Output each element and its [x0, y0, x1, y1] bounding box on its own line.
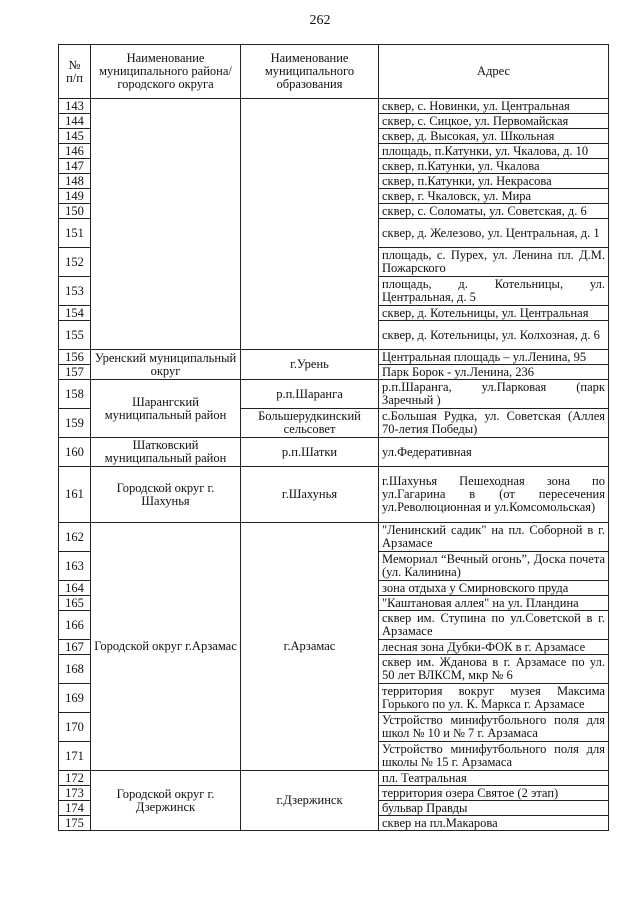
row-number: 155 — [59, 321, 91, 350]
address-cell: "Ленинский садик" на пл. Соборной в г. Арзамасе — [379, 523, 609, 552]
district-cell: Городской округ г. Шахунья — [91, 467, 241, 523]
address-cell: Устройство минифутбольного поля для школ № 10 и № 7 г. Арзамаса — [379, 713, 609, 742]
row-number: 175 — [59, 816, 91, 831]
address-cell: с.Большая Рудка, ул. Советская (Аллея 70-летия Победы) — [379, 409, 609, 438]
table-row — [59, 467, 609, 523]
address-cell: площадь, с. Пурех, ул. Ленина пл. Д.М. Пожарского — [379, 248, 609, 277]
address-cell: сквер, с. Соломаты, ул. Советская, д. 6 — [379, 204, 609, 219]
municipality-cell: г.Дзержинск — [241, 771, 379, 831]
district-cell: Шатковский муниципальный район — [91, 438, 241, 467]
municipality-cell — [241, 99, 379, 350]
row-number: 152 — [59, 248, 91, 277]
row-number: 153 — [59, 277, 91, 306]
address-cell: Мемориал “Вечный огонь”, Доска почета (ул. Калинина) — [379, 552, 609, 581]
municipality-cell: г.Арзамас — [241, 523, 379, 771]
row-number: 164 — [59, 581, 91, 596]
municipality-cell: р.п.Шаранга — [241, 380, 379, 409]
address-cell: Устройство минифутбольного поля для школы № 15 г. Арзамаса — [379, 742, 609, 771]
row-number: 148 — [59, 174, 91, 189]
address-cell: сквер, д. Котельницы, ул. Центральная — [379, 306, 609, 321]
table-row — [59, 523, 609, 552]
district-cell — [91, 99, 241, 350]
address-cell: Центральная площадь – ул.Ленина, 95 — [379, 350, 609, 365]
table-header-row — [59, 45, 609, 99]
address-cell: Парк Борок - ул.Ленина, 236 — [379, 365, 609, 380]
table-row — [59, 99, 609, 114]
row-number: 161 — [59, 467, 91, 523]
address-cell: сквер, г. Чкаловск, ул. Мира — [379, 189, 609, 204]
row-number: 170 — [59, 713, 91, 742]
row-number: 168 — [59, 655, 91, 684]
header-num: № п/п — [59, 45, 91, 99]
row-number: 143 — [59, 99, 91, 114]
address-cell: сквер на пл.Макарова — [379, 816, 609, 831]
address-cell: площадь, п.Катунки, ул. Чкалова, д. 10 — [379, 144, 609, 159]
district-cell: Городской округ г.Арзамас — [91, 523, 241, 771]
row-number: 147 — [59, 159, 91, 174]
row-number: 173 — [59, 786, 91, 801]
row-number: 156 — [59, 350, 91, 365]
row-number: 162 — [59, 523, 91, 552]
row-number: 167 — [59, 640, 91, 655]
row-number: 151 — [59, 219, 91, 248]
table-row — [59, 350, 609, 365]
table-row — [59, 380, 609, 409]
address-cell: бульвар Правды — [379, 801, 609, 816]
district-cell: Городской округ г. Дзержинск — [91, 771, 241, 831]
address-cell: пл. Театральная — [379, 771, 609, 786]
objects-table — [58, 44, 609, 831]
address-cell: сквер, с. Сицкое, ул. Первомайская — [379, 114, 609, 129]
address-cell: сквер, с. Новинки, ул. Центральная — [379, 99, 609, 114]
row-number: 166 — [59, 611, 91, 640]
address-cell: ул.Федеративная — [379, 438, 609, 467]
municipality-cell: р.п.Шатки — [241, 438, 379, 467]
municipality-cell: г.Урень — [241, 350, 379, 380]
address-cell: р.п.Шаранга, ул.Парковая (парк Заречный ) — [379, 380, 609, 409]
row-number: 169 — [59, 684, 91, 713]
address-cell: сквер, п.Катунки, ул. Чкалова — [379, 159, 609, 174]
address-cell: сквер, д. Высокая, ул. Школьная — [379, 129, 609, 144]
page-number: 262 — [309, 13, 331, 28]
row-number: 163 — [59, 552, 91, 581]
municipality-cell: г.Шахунья — [241, 467, 379, 523]
row-number: 174 — [59, 801, 91, 816]
row-number: 171 — [59, 742, 91, 771]
row-number: 149 — [59, 189, 91, 204]
row-number: 157 — [59, 365, 91, 380]
row-number: 146 — [59, 144, 91, 159]
address-cell: сквер им. Жданова в г. Арзамасе по ул. 50 лет ВЛКСМ, мкр № 6 — [379, 655, 609, 684]
row-number: 160 — [59, 438, 91, 467]
address-cell: территория озера Святое (2 этап) — [379, 786, 609, 801]
row-number: 150 — [59, 204, 91, 219]
address-cell: сквер, д. Железово, ул. Центральная, д. 1 — [379, 219, 609, 248]
municipality-cell: Большерудкинский сельсовет — [241, 409, 379, 438]
row-number: 144 — [59, 114, 91, 129]
address-cell: сквер им. Ступина по ул.Советской в г. Арзамасе — [379, 611, 609, 640]
header-municipality: Наименование муниципального образования — [241, 45, 379, 99]
row-number: 165 — [59, 596, 91, 611]
address-cell: г.Шахунья Пешеходная зона по ул.Гагарина в (от пересечения ул.Революционная и ул.Комсомольская) — [379, 467, 609, 523]
row-number: 159 — [59, 409, 91, 438]
table-row — [59, 438, 609, 467]
address-cell: территория вокруг музея Максима Горького по ул. К. Маркса г. Арзамасе — [379, 684, 609, 713]
address-cell: площадь, д. Котельницы, ул. Центральная, д. 5 — [379, 277, 609, 306]
district-cell: Уренский муниципальный округ — [91, 350, 241, 380]
row-number: 158 — [59, 380, 91, 409]
address-cell: зона отдыха у Смирновского пруда — [379, 581, 609, 596]
header-address: Адрес — [379, 45, 609, 99]
address-cell: сквер, д. Котельницы, ул. Колхозная, д. 6 — [379, 321, 609, 350]
row-number: 172 — [59, 771, 91, 786]
row-number: 154 — [59, 306, 91, 321]
address-cell: "Каштановая аллея" на ул. Пландина — [379, 596, 609, 611]
row-number: 145 — [59, 129, 91, 144]
header-district: Наименование муниципального района/ городского округа — [91, 45, 241, 99]
district-cell: Шарангский муниципальный район — [91, 380, 241, 438]
address-cell: лесная зона Дубки-ФОК в г. Арзамасе — [379, 640, 609, 655]
address-cell: сквер, п.Катунки, ул. Некрасова — [379, 174, 609, 189]
table-row — [59, 771, 609, 786]
